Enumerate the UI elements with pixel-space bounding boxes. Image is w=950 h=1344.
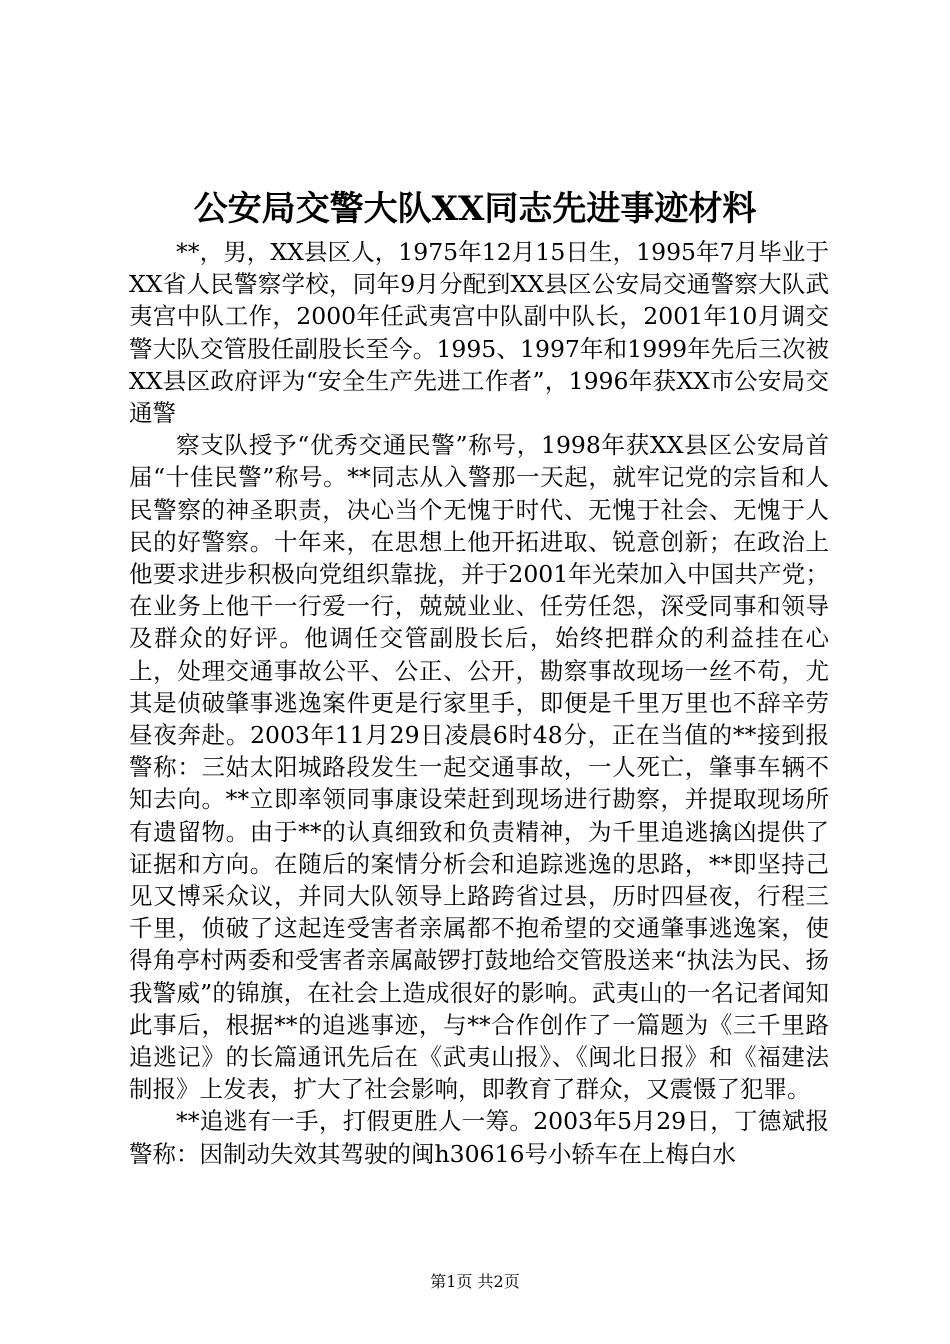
document-title: 公安局交警大队XX同志先进事迹材料: [193, 189, 757, 229]
document-body: [129, 236, 829, 1170]
paragraph-1: **，男，XX县区人，1975年12月15日生，1995年7月毕业于XX省人民警察学校，同年9月分配到XX县区公安局交通警察大队武夷宫中队工作，2000年任武夷宫中队副中队长，2001年10月调交警大队交管股任副股长至今。1995、1997年和1999年先后三次被XX县区政府评为“安全生产先进工作者”，1996年获XX市公安局交通警: [129, 238, 829, 428]
paragraph-3: **追逃有一手，打假更胜人一筹。2003年5月29日，丁德斌报警称：因制动失效其驾驶的闽h30616号小轿车在上梅白水: [129, 1107, 829, 1168]
paragraph-2: 察支队授予“优秀交通民警”称号，1998年获XX县区公安局首届“十佳民警”称号。**同志从入警那一天起，就牢记党的宗旨和人民警察的神圣职责，决心当个无愧于时代、无愧于社会、无愧于人民的好警察。十年来，在思想上他开拓进取、锐意创新；在政治上他要求进步积极向党组织靠拢，并于2001年光荣加入中国共产党；在业务上他干一行爱一行，兢兢业业、任劳任怨，深受同事和领导及群众的好评。他调任交管副股长后，始终把群众的利益挂在心上，处理交通事故公平、公正、公开，勘察事故现场一丝不苟，尤其是侦破肇事逃逸案件更是行家里手，即便是千里万里也不辞辛劳昼夜奔赴。2003年11月29日凌晨6时48分，正在当值的**接到报警称：三姑太阳城路段发生一起交通事故，一人死亡，肇事车辆不知去向。**立即率领同事康设荣赶到现场进行勘察，并提取现场所有遗留物。由于**的认真细致和负责精神，为千里追逃擒凶提供了证据和方向。在随后的案情分析会和追踪逃逸的思路，**即坚持己见又博采众议，并同大队领导上路跨省过县，历时四昼夜，行程三千里，侦破了这起连受害者亲属都不抱希望的交通肇事逃逸案，使得角亭村两委和受害者亲属敲锣打鼓地给交管股送来“执法为民、扬我警威”的锦旗，在社会上造成很好的影响。武夷山的一名记者闻知此事后，根据**的追逃事迹，与**合作创作了一篇题为《三千里路追逃记》的长篇通讯先后在《武夷山报》、《闽北日报》和《福建法制报》上发表，扩大了社会影响，即教育了群众，又震慑了犯罪。: [129, 431, 829, 1104]
page-footer: 第1页 共2页: [430, 1272, 520, 1291]
